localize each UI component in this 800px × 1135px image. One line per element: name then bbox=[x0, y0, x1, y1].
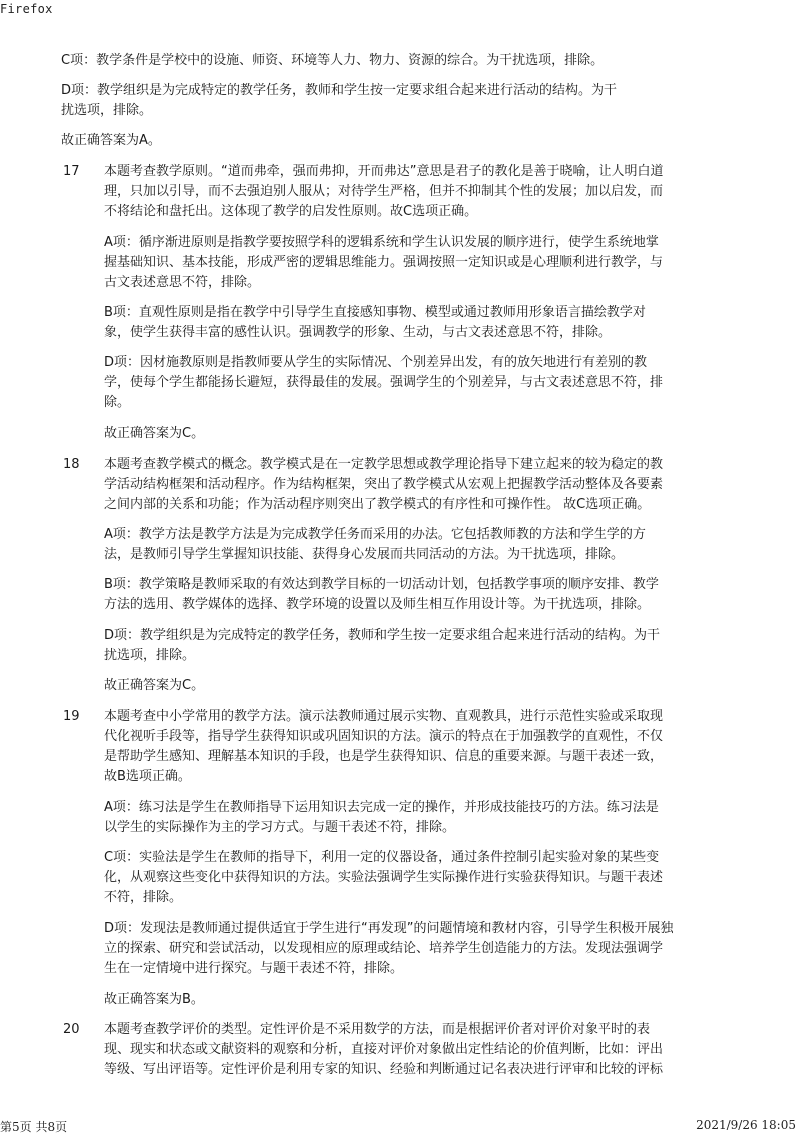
intro-option-d: D项：教学组织是为完成特定的教学任务，教师和学生按一定要求组合起来进行活动的结构。为干 扰选项，排除。 bbox=[61, 83, 618, 118]
question-19-answer: 故正确答案为B。 bbox=[104, 992, 204, 1007]
question-17-answer: 故正确答案为C。 bbox=[104, 426, 205, 441]
question-17-option-b: B项：直观性原则是指在教学中引导学生直接感知事物、模型或通过教师用形象语言描绘教学对 象，使学生获得丰富的感性认识。强调教学的形象、生动，与古文表述意思不符，排除。 bbox=[104, 305, 646, 340]
intro-option-c: C项：教学条件是学校中的设施、师资、环境等人力、物力、资源的综合。为干扰选项，排除。 bbox=[61, 53, 604, 68]
question-19-option-d: D项：发现法是教师通过提供适宜于学生进行“再发现”的问题情境和教材内容，引导学生积极开展独 立的探索、研究和尝试活动，以发现相应的原理或结论、培养学生创造能力的方法。发现法强调学 生在一定情境中进行探究。与题干表述不符，排除。 bbox=[104, 921, 674, 976]
question-20-explanation: 本题考查教学评价的类型。定性评价是不采用数学的方法，而是根据评价者对评价对象平时的表 现、现实和状态或文献资料的观察和分析，直接对评价对象做出定性结论的价值判断，比如：评出 等级、写出评语等。定性评价是利用专家的知识、经验和判断通过记名表决进行评审和比较的评标 bbox=[104, 1022, 664, 1077]
question-18-option-b: B项：教学策略是教师采取的有效达到教学目标的一切活动计划，包括教学事项的顺序安排、教学 方法的选用、教学媒体的选择、教学环境的设置以及师生相互作用设计等。为干扰选项，排除。 bbox=[104, 577, 659, 612]
page-indicator: 第5页 共8页 bbox=[0, 1120, 68, 1134]
question-18-answer: 故正确答案为C。 bbox=[104, 678, 205, 693]
question-17-option-d: D项：因材施教原则是指教师要从学生的实际情况、个别差异出发，有的放矢地进行有差别的教 学，使每个学生都能扬长避短，获得最佳的发展。强调学生的个别差异，与古文表述意思不符，排 除。 bbox=[104, 355, 664, 410]
question-18-option-d: D项：教学组织是为完成特定的教学任务，教师和学生按一定要求组合起来进行活动的结构。为干 扰选项，排除。 bbox=[104, 628, 661, 663]
question-19-option-c: C项：实验法是学生在教师的指导下，利用一定的仪器设备，通过条件控制引起实验对象的某些变 化，从观察这些变化中获得知识的方法。实验法强调学生实际操作进行实验获得知识。与题干表述 不符，排除。 bbox=[104, 850, 664, 905]
question-17-explanation: 本题考查教学原则。“道而弗牵，强而弗抑，开而弗达”意思是君子的教化是善于晓喻，让人明白道 理，只加以引导，而不去强迫别人服从；对待学生严格，但并不抑制其个性的发展；加以启发，而 不将结论和盘托出。这体现了教学的启发性原则。故C选项正确。 bbox=[104, 164, 664, 219]
question-number: 19 bbox=[63, 709, 80, 724]
question-19-option-a: A项：练习法是学生在教师指导下运用知识去完成一定的操作，并形成技能技巧的方法。练习法是 以学生的实际操作为主的学习方式。与题干表述不符，排除。 bbox=[104, 800, 659, 835]
document-page bbox=[0, 42, 800, 1110]
question-19-explanation: 本题考查中小学常用的教学方法。演示法教师通过展示实物、直观教具，进行示范性实验或采取现 代化视听手段等，指导学生获得知识或巩固知识的方法。演示的特点在于加强教学的直观性，不仅 是帮助学生感知、理解基本知识的手段，也是学生获得知识、信息的重要来源。与题干表述一致， 故B选项正确。 bbox=[104, 709, 664, 784]
print-datetime: 2021/9/26 18:05 bbox=[696, 1118, 796, 1132]
browser-name: Firefox bbox=[0, 2, 53, 16]
intro-answer: 故正确答案为A。 bbox=[61, 133, 161, 148]
question-18-explanation: 本题考查教学模式的概念。教学模式是在一定教学思想或教学理论指导下建立起来的较为稳定的教 学活动结构框架和活动程序。作为结构框架，突出了教学模式从宏观上把握教学活动整体及各要素 之间内部的关系和功能；作为活动程序则突出了教学模式的有序性和可操作性。 故C选项正确。 bbox=[104, 457, 664, 512]
question-number: 18 bbox=[63, 457, 80, 472]
question-17-option-a: A项：循序渐进原则是指教学要按照学科的逻辑系统和学生认识发展的顺序进行，使学生系统地掌 握基础知识、基本技能，形成严密的逻辑思维能力。强调按照一定知识或是心理顺利进行教学，与 古文表述意思不符，排除。 bbox=[104, 235, 664, 290]
question-number: 20 bbox=[63, 1022, 80, 1037]
question-number: 17 bbox=[63, 164, 80, 179]
question-18-option-a: A项：教学方法是教学方法是为完成教学任务而采用的办法。它包括教师教的方法和学生学的方 法，是教师引导学生掌握知识技能、获得身心发展而共同活动的方法。为干扰选项，排除。 bbox=[104, 527, 646, 562]
